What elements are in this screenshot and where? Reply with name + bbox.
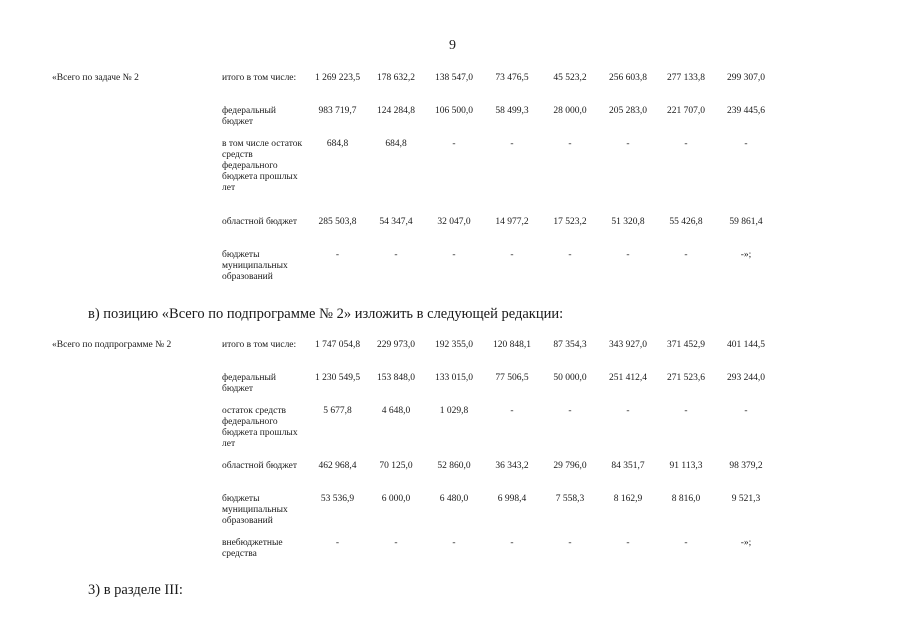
value-cell: - (626, 250, 630, 260)
value-cell: 293 244,0 (727, 373, 765, 383)
row-label: итого в том числе: (222, 73, 297, 83)
value-cell: - (510, 250, 514, 260)
value-cell: - (568, 406, 572, 416)
value-cell: 50 000,0 (553, 373, 587, 383)
table-row (52, 73, 777, 106)
value-cell: - (568, 538, 572, 548)
value-cell: 6 480,0 (439, 494, 469, 504)
table-row (52, 340, 777, 373)
value-cell: - (394, 250, 398, 260)
value-cell: 14 977,2 (495, 217, 529, 227)
row-label: областной бюджет (222, 461, 298, 471)
value-cell: 70 125,0 (379, 461, 413, 471)
value-cell: 983 719,7 (318, 106, 357, 116)
value-cell: 106 500,0 (435, 106, 473, 116)
value-cell: 684,8 (326, 139, 349, 149)
row-label: федеральный бюджет (222, 373, 276, 394)
value-cell: 120 848,1 (493, 340, 531, 350)
value-cell: 55 426,8 (669, 217, 703, 227)
value-cell: 29 796,0 (553, 461, 587, 471)
value-cell: 285 503,8 (318, 217, 357, 227)
value-cell: - (335, 538, 340, 548)
value-cell: 59 861,4 (729, 217, 763, 227)
section-heading-section-3: 3) в разделе III: (88, 582, 183, 598)
section-heading-subprogram-2: в) позицию «Всего по подпрограмме № 2» изложить в следующей редакции: (88, 306, 564, 322)
value-cell: - (452, 250, 456, 260)
value-cell: 133 015,0 (435, 373, 473, 383)
value-cell: 205 283,0 (609, 106, 647, 116)
value-cell: - (510, 538, 514, 548)
value-cell: 53 536,9 (320, 494, 355, 504)
subprogram-2-total-table (52, 340, 777, 568)
value-cell: 4 648,0 (381, 406, 411, 416)
value-cell: - (510, 139, 514, 149)
value-cell: 1 029,8 (439, 406, 469, 416)
value-cell: - (684, 538, 688, 548)
value-cell: 54 347,4 (379, 217, 413, 227)
value-cell: 239 445,6 (727, 106, 765, 116)
value-cell: - (626, 538, 630, 548)
value-cell: 1 269 223,5 (314, 73, 361, 83)
value-cell: 256 603,8 (609, 73, 647, 83)
value-cell: 91 113,3 (669, 461, 703, 471)
value-cell: - (744, 139, 748, 149)
value-cell: 73 476,5 (495, 73, 529, 83)
value-cell: 271 523,6 (667, 373, 705, 383)
value-cell: 684,8 (385, 139, 407, 149)
value-cell: 84 351,7 (611, 461, 645, 471)
value-cell: - (394, 538, 398, 548)
task-2-total-table (52, 73, 777, 294)
row-label: федеральный бюджет (222, 106, 276, 127)
value-cell: - (452, 139, 456, 149)
value-cell: - (684, 250, 688, 260)
value-cell: 371 452,9 (667, 340, 705, 350)
value-cell: - (626, 406, 630, 416)
value-cell: 229 973,0 (377, 340, 415, 350)
value-cell: - (568, 250, 572, 260)
value-cell: 36 343,2 (495, 461, 529, 471)
value-cell: 5 677,8 (323, 406, 352, 416)
value-cell: 299 307,0 (727, 73, 765, 83)
value-cell: 87 354,3 (553, 340, 587, 350)
row-label: бюджеты муниципальных образований (222, 494, 288, 526)
page-number: 9 (449, 38, 456, 53)
value-cell: - (510, 406, 514, 416)
value-cell: - (335, 250, 340, 260)
value-cell: 251 412,4 (609, 373, 647, 383)
value-cell: 221 707,0 (667, 106, 705, 116)
value-cell: 1 230 549,5 (314, 373, 361, 383)
value-cell: - (568, 139, 572, 149)
value-cell: 52 860,0 (437, 461, 471, 471)
value-cell: 178 632,2 (377, 73, 415, 83)
row-label: итого в том числе: (222, 340, 297, 350)
row-group-title: «Всего по подпрограмме № 2 (52, 340, 172, 350)
value-cell: -»; (740, 538, 752, 548)
row-label: внебюджетные средства (222, 538, 283, 559)
row-label: остаток средств федерального бюджета прошлых лет (222, 406, 298, 449)
value-cell: 51 320,8 (611, 217, 645, 227)
row-label: областной бюджет (222, 217, 298, 227)
value-cell: 153 848,0 (377, 373, 415, 383)
row-label: в том числе остаток средств федерального бюджета прошлых лет (222, 139, 303, 193)
value-cell: - (744, 406, 748, 416)
value-cell: - (626, 139, 630, 149)
value-cell: - (684, 139, 688, 149)
value-cell: 77 506,5 (495, 373, 529, 383)
value-cell: 138 547,0 (435, 73, 473, 83)
value-cell: -»; (740, 250, 752, 260)
value-cell: 192 355,0 (435, 340, 473, 350)
value-cell: - (452, 538, 456, 548)
value-cell: 462 968,4 (318, 461, 357, 471)
value-cell: 58 499,3 (495, 106, 529, 116)
value-cell: 1 747 054,8 (314, 340, 361, 350)
value-cell: 7 558,3 (555, 494, 585, 504)
value-cell: 8 816,0 (671, 494, 701, 504)
value-cell: 28 000,0 (553, 106, 587, 116)
value-cell: 98 379,2 (729, 461, 763, 471)
value-cell: 343 927,0 (609, 340, 647, 350)
row-group-title: «Всего по задаче № 2 (52, 73, 139, 83)
value-cell: 32 047,0 (437, 217, 471, 227)
value-cell: 277 133,8 (667, 73, 705, 83)
value-cell: 401 144,5 (727, 340, 765, 350)
row-label: бюджеты муниципальных образований (222, 250, 288, 282)
value-cell: 17 523,2 (553, 217, 587, 227)
value-cell: 45 523,2 (553, 73, 587, 83)
value-cell: 6 998,4 (497, 494, 527, 504)
value-cell: 124 284,8 (377, 106, 415, 116)
value-cell: 9 521,3 (731, 494, 761, 504)
value-cell: 6 000,0 (381, 494, 411, 504)
value-cell: - (684, 406, 688, 416)
value-cell: 8 162,9 (613, 494, 643, 504)
